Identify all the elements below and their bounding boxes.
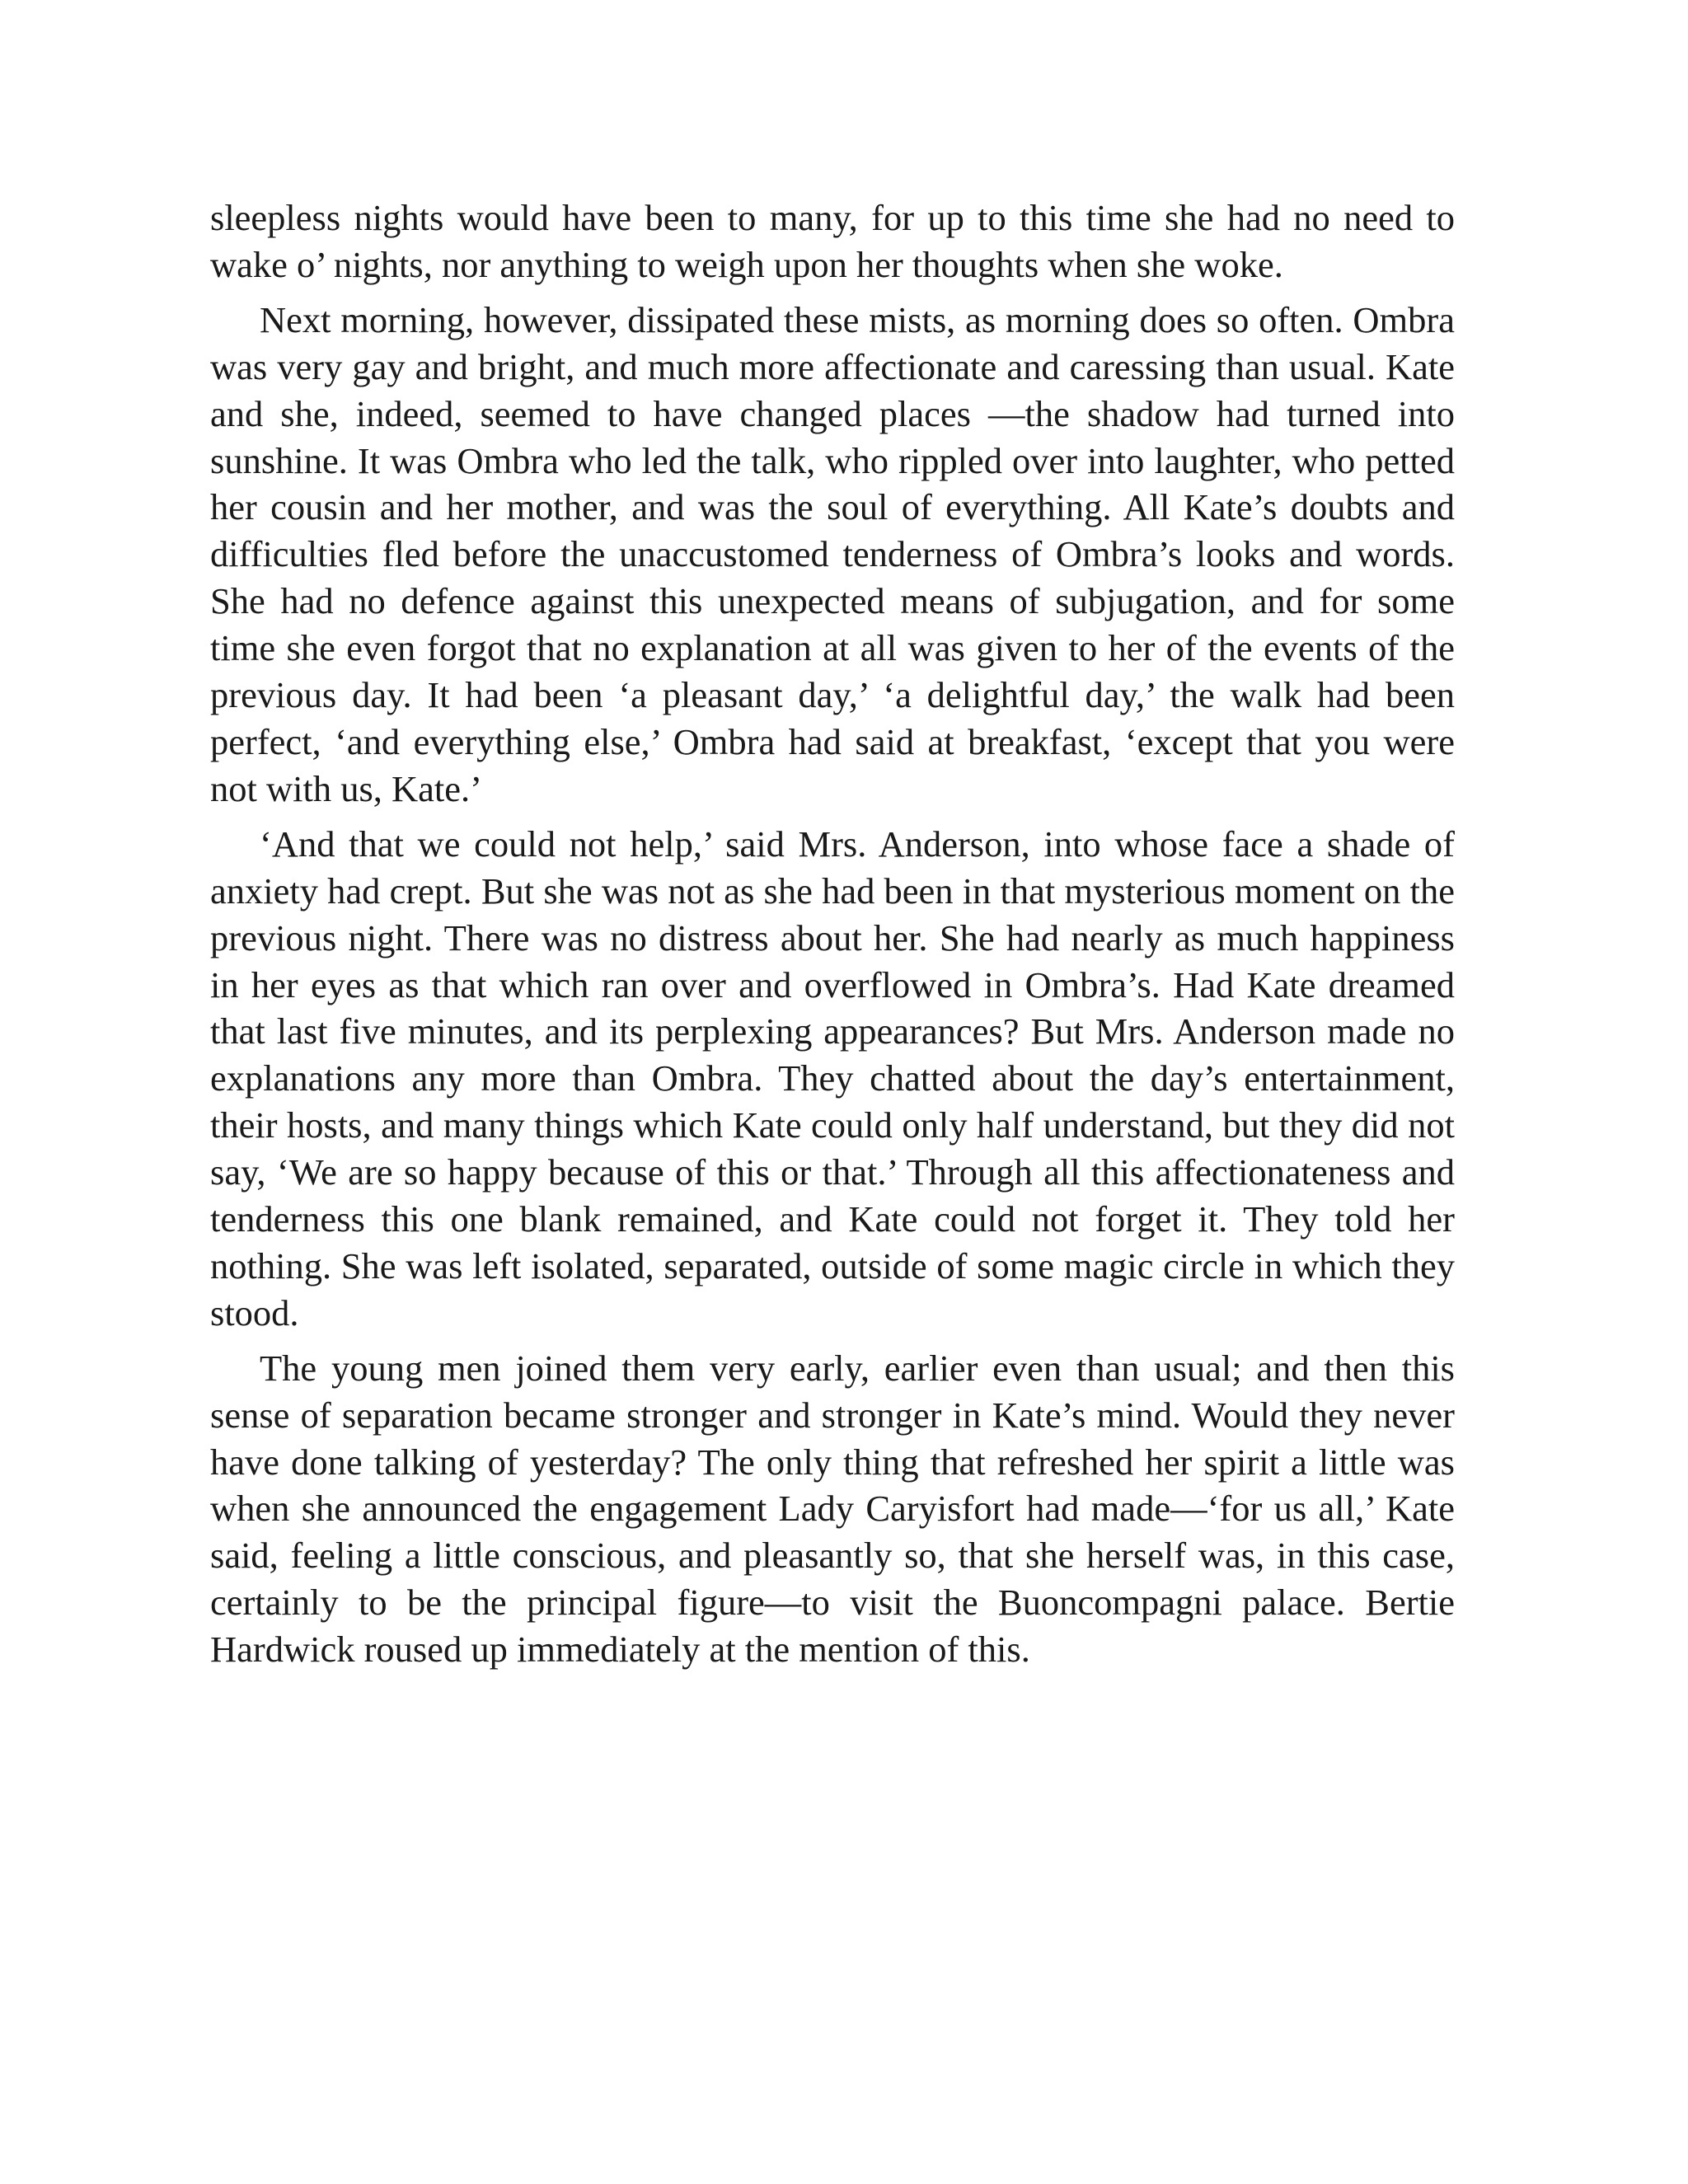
paragraph-3: ‘And that we could not help,’ said Mrs. Anderson, into whose face a shade of anxiety had crept. But she was not as she had been in that mysterious moment on the previous night. There was no distress about her. She had nearly as much happiness in her eyes as that which ran over and overflowed in Ombra’s. Had Kate dreamed that last five minutes, and its perplexing appearances? But Mrs. Anderson made no explanations any more than Ombra. They chatted about the day’s entertainment, their hosts, and many things which Kate could only half understand, but they did not say, ‘We are so happy because of this or that.’ Through all this affectionateness and tenderness this one blank remained, and Kate could not forget it. They told her nothing. She was left isolated, separated, outside of some magic circle in which they stood. xyxy=(210,823,1455,1333)
paragraph-1: sleepless nights would have been to many, for up to this time she had no need to wake o’ nights, nor anything to weigh upon her thoughts when she woke. xyxy=(210,197,1455,285)
paragraph-2: Next morning, however, dissipated these mists, as morning does so often. Ombra was very gay and bright, and much more affectionate and caressing than usual. Kate and she, indeed, seemed to have changed places —the shadow had turned into sunshine. It was Ombra who led the talk, who rippled over into laughter, who petted her cousin and her mother, and was the soul of everything. All Kate’s doubts and difficulties fled before the unaccustomed tenderness of Ombra’s looks and words. She had no defence against this unexpected means of subjugation, and for some time she even forgot that no explanation at all was given to her of the events of the previous day. It had been ‘a pleasant day,’ ‘a delightful day,’ the walk had been perfect, ‘and everything else,’ Ombra had said at breakfast, ‘except that you were not with us, Kate.’ xyxy=(210,298,1455,809)
paragraph-4: The young men joined them very early, earlier even than usual; and then this sense of separation became stronger and stronger in Kate’s mind. Would they never have done talking of yesterday? The only thing that refreshed her spirit a little was when she announced the engagement Lady Caryisfort had made—‘for us all,’ Kate said, feeling a little conscious, and pleasantly so, that she herself was, in this case, certainly to be the principal figure—to visit the Buoncompagni palace. Bertie Hardwick roused up immediately at the mention of this. xyxy=(210,1347,1455,1671)
page-body xyxy=(210,194,1455,1681)
